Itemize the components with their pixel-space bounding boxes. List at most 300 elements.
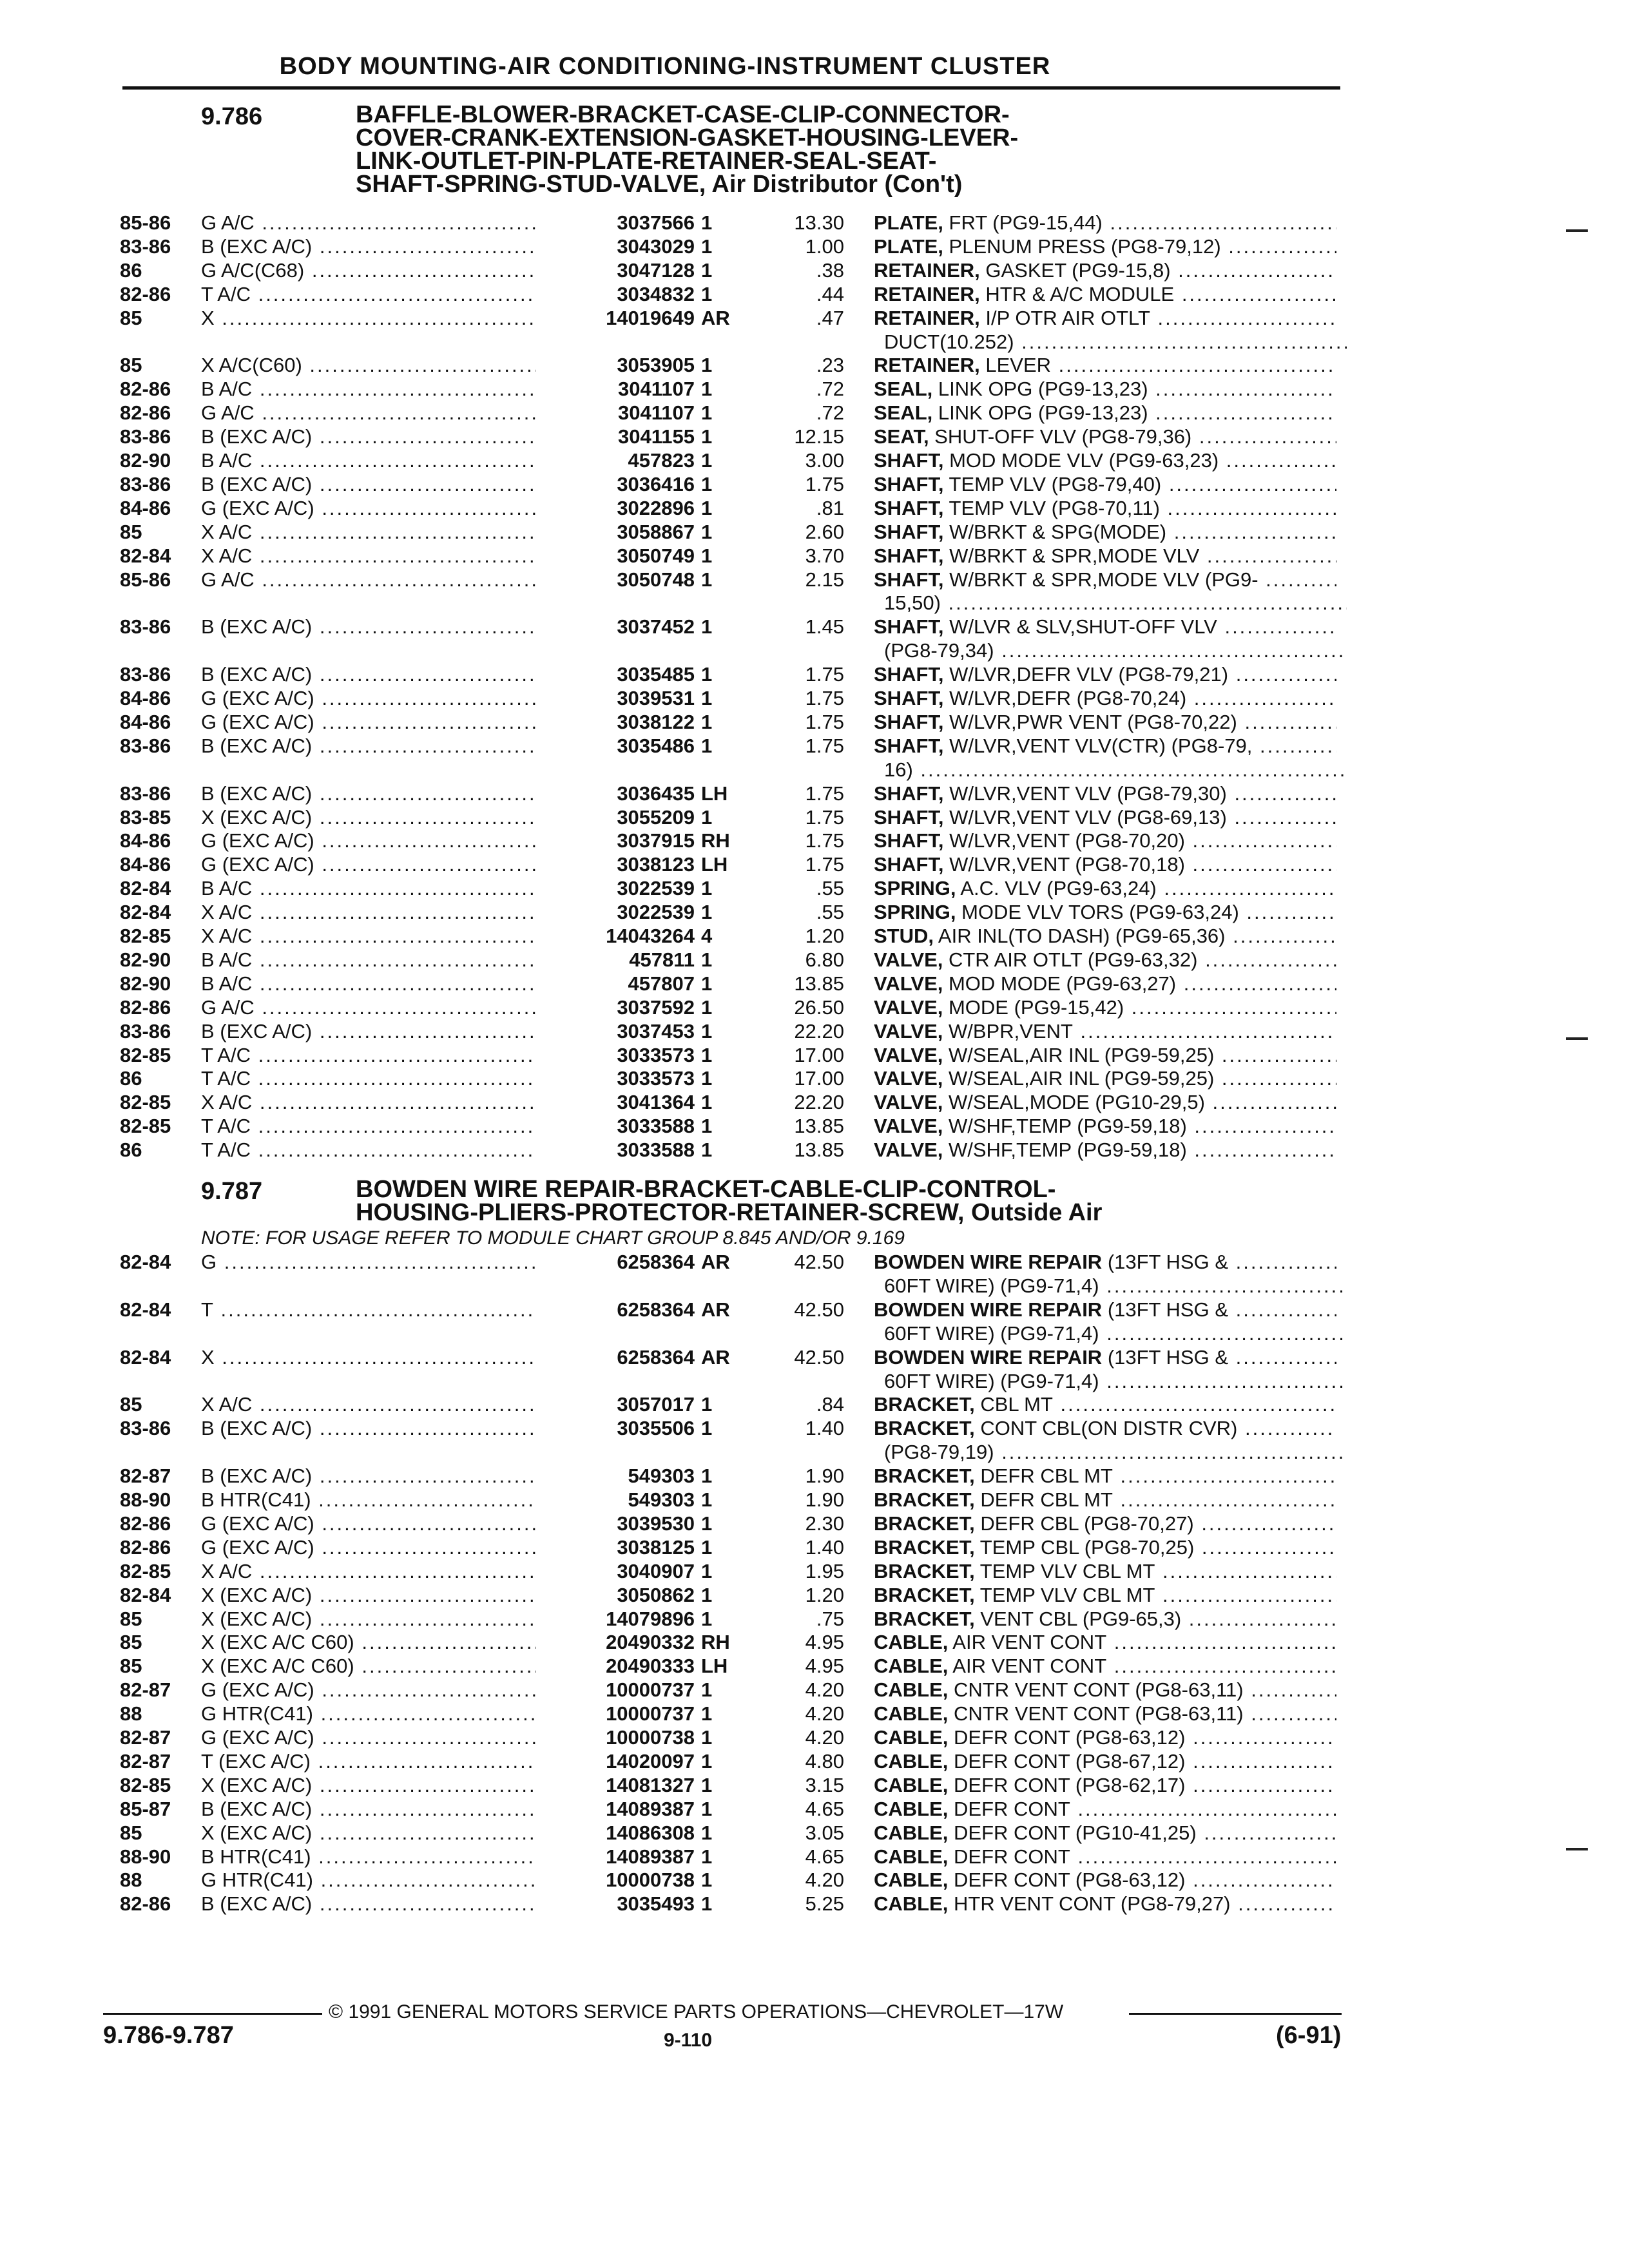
section-number-9787: 9.787 [201,1178,263,1205]
part-name: CABLE, [874,1797,949,1820]
price: 13.85 [794,972,844,995]
part-name: SHAFT, [874,782,944,805]
part-detail: (13FT HSG & [1102,1251,1229,1273]
section-heading-suffix: Air Distributor (Con't) [706,171,963,198]
application: X ..... [201,1345,536,1369]
model-years: 83-86 [120,663,171,686]
part-name: CABLE, [874,1773,949,1796]
part-name: BRACKET, [874,1535,975,1559]
model-years: 82-84 [120,877,171,900]
parts-row [0,1250,1629,1274]
price: 1.45 [805,615,844,639]
part-name: CABLE, [874,1702,949,1725]
application: T A/C ..... [201,1043,536,1067]
model-years: 82-87 [120,1678,171,1702]
parts-row-continuation [0,639,1629,662]
parts-row [0,1868,1629,1892]
application: T A/C ..... [201,1138,536,1162]
part-description [874,496,1336,520]
model-years: 85 [120,1393,142,1416]
parts-row [0,1488,1629,1512]
part-number: 3050862 [536,1583,695,1607]
part-number: 3022539 [536,900,695,924]
parts-row [0,401,1629,425]
part-detail: 60FT WIRE) (PG9-71,4) [884,1369,1099,1392]
quantity: 1 [701,1797,713,1820]
quantity: 1 [701,496,713,519]
quantity: 1 [701,805,713,829]
part-number: 3035485 [536,662,695,686]
part-number: 14043264 [536,924,695,948]
part-description [874,1654,1336,1678]
price: 5.25 [805,1892,844,1916]
part-name: CABLE, [874,1678,949,1702]
quantity: 1 [701,568,713,591]
model-years: 83-86 [120,782,171,805]
section-heading-last: HOUSING-PLIERS-PROTECTOR-RETAINER-SCREW, [356,1199,965,1226]
part-description [874,1345,1336,1369]
model-years: 82-84 [120,1298,171,1321]
price: 1.75 [805,782,844,805]
part-name: VALVE, [874,948,943,971]
price: 4.80 [805,1749,844,1773]
parts-row [0,1298,1629,1321]
part-description [874,353,1336,377]
parts-row [0,710,1629,734]
part-detail: SHUT-OFF VLV (PG8-79,36) [929,425,1192,448]
price: 1.90 [805,1465,844,1488]
part-name: CABLE, [874,1749,949,1773]
model-years: 82-84 [120,1345,171,1369]
part-name: BRACKET, [874,1465,975,1488]
part-name: BOWDEN WIRE REPAIR [874,1298,1103,1321]
part-name: CABLE, [874,1821,949,1844]
part-number: 10000737 [536,1702,695,1725]
application: X A/C ..... [201,924,536,948]
part-number: 457823 [536,448,695,472]
price: 3.05 [805,1821,844,1844]
part-number: 3034832 [536,282,695,306]
price: .72 [816,378,844,401]
part-number: 3037915 [536,829,695,852]
quantity: RH [701,1631,730,1654]
model-years: 82-84 [120,901,171,924]
part-description [874,1250,1336,1274]
part-description [874,1488,1336,1512]
application: G A/C ..... [201,568,536,591]
model-years: 82-85 [120,1773,171,1796]
part-detail: CONT CBL(ON DISTR CVR) [974,1417,1238,1440]
model-years: 82-90 [120,948,171,971]
model-years: 85-87 [120,1797,171,1820]
part-number: 14079896 [536,1607,695,1631]
part-number: 3037566 [536,211,695,235]
part-description [874,1535,1336,1559]
part-number: 3033573 [536,1066,695,1090]
part-description [874,1749,1336,1773]
application: G A/C(C68) ..... [201,258,536,282]
parts-row [0,900,1629,924]
part-detail: W/BRKT & SPR,MODE VLV (PG9- [943,568,1258,591]
application: X (EXC A/C) ..... [201,1607,536,1631]
part-detail: W/SHF,TEMP (PG9-59,18) [943,1139,1187,1162]
parts-row [0,852,1629,876]
parts-row [0,1892,1629,1916]
part-detail: HTR VENT CONT (PG8-79,27) [948,1892,1231,1916]
application: G A/C ..... [201,995,536,1019]
quantity: AR [701,306,730,329]
part-description [874,1138,1336,1162]
application: G A/C ..... [201,211,536,235]
footer-rule-right [1129,2013,1342,2015]
application: X A/C ..... [201,1090,536,1114]
price: 4.65 [805,1845,844,1868]
part-name: PLATE, [874,211,943,234]
parts-row-continuation [0,1274,1629,1298]
application: X A/C ..... [201,520,536,544]
application: G A/C ..... [201,401,536,425]
part-detail: DEFR CBL (PG8-70,27) [974,1512,1194,1535]
part-detail: TEMP VLV (PG8-79,40) [943,472,1162,495]
part-number: 549303 [536,1488,695,1512]
part-number: 3035506 [536,1416,695,1440]
price: 26.50 [794,995,844,1019]
section-heading-suffix: Outside Air [964,1199,1103,1226]
price: .47 [816,306,844,329]
quantity: 1 [701,1465,713,1488]
price: 1.90 [805,1488,844,1511]
price: 13.30 [794,211,844,234]
quantity: 1 [701,1869,713,1892]
price: 1.40 [805,1417,844,1440]
part-description [874,1892,1336,1916]
part-number: 3057017 [536,1392,695,1416]
part-number: 3039531 [536,686,695,710]
parts-row [0,615,1629,639]
parts-row [0,876,1629,900]
part-description [874,1725,1336,1749]
part-name: VALVE, [874,995,943,1019]
part-description [874,401,1336,425]
part-name: SEAL, [874,401,933,425]
part-name: STUD, [874,925,934,947]
part-description [874,282,1336,306]
part-description [874,1114,1336,1138]
part-description [874,1019,1336,1043]
part-number: 3038122 [536,710,695,734]
parts-row [0,1090,1629,1114]
model-years: 82-86 [120,401,171,425]
application: G (EXC A/C) ..... [201,710,536,734]
model-years: 82-85 [120,1091,171,1114]
price: 42.50 [794,1345,844,1369]
part-description [874,686,1336,710]
price: 2.30 [805,1512,844,1535]
price: .55 [816,877,844,900]
part-name: RETAINER, [874,354,980,377]
part-detail: DEFR CONT (PG8-62,17) [948,1773,1186,1796]
header-rule [122,86,1340,90]
quantity: 1 [701,1091,713,1114]
part-detail: (13FT HSG & [1102,1298,1229,1321]
parts-row [0,1845,1629,1869]
quantity: 1 [701,948,713,971]
part-detail: AIR VENT CONT [948,1631,1107,1654]
model-years: 84-86 [120,687,171,709]
price: .55 [816,901,844,924]
part-name: CABLE, [874,1845,949,1868]
section-heading-line: LINK-OUTLET-PIN-PLATE-RETAINER-SEAL-SEAT- [356,148,937,175]
price: 4.20 [805,1678,844,1702]
quantity: 1 [701,354,713,377]
part-description [874,1583,1336,1607]
part-detail: MOD MODE (PG9-63,27) [943,972,1177,995]
application: X A/C ..... [201,1559,536,1583]
part-name: SEAT, [874,425,929,448]
parts-row [0,1654,1629,1678]
part-number: 10000738 [536,1868,695,1892]
part-name: SHAFT, [874,449,944,472]
model-years: 85 [120,1821,142,1844]
part-detail: DEFR CONT (PG8-63,12) [948,1726,1186,1749]
parts-row-continuation [0,1321,1629,1345]
price: 17.00 [794,1043,844,1066]
parts-row [0,377,1629,401]
model-years: 83-86 [120,1019,171,1043]
part-number: 3041107 [536,401,695,425]
parts-row [0,1607,1629,1631]
part-number: 3033588 [536,1138,695,1162]
part-description [874,544,1336,568]
model-years: 85 [120,1631,142,1654]
part-description [874,1392,1336,1416]
part-detail: 15,50) [884,591,941,615]
application: B (EXC A/C) ..... [201,425,536,448]
part-detail: DEFR CBL MT [974,1465,1113,1488]
part-detail: AIR INL(TO DASH) (PG9-65,36) [934,925,1226,947]
part-description [884,1369,1347,1393]
parts-row [0,472,1629,496]
quantity: 1 [701,1773,713,1796]
part-detail: 16) [884,758,913,781]
price: 1.75 [805,687,844,709]
model-years: 86 [120,1067,142,1090]
application: B HTR(C41) ..... [201,1845,536,1869]
part-description [874,805,1336,829]
part-number: 3058867 [536,520,695,544]
parts-row-continuation [0,1440,1629,1464]
part-number: 3035486 [536,734,695,758]
parts-row [0,995,1629,1019]
parts-row [0,448,1629,472]
section-heading-line [356,173,1335,196]
part-number: 10000737 [536,1678,695,1702]
parts-row [0,1066,1629,1090]
parts-row [0,496,1629,520]
parts-row [0,1019,1629,1043]
parts-row [0,425,1629,448]
application: G (EXC A/C) ..... [201,1535,536,1559]
application: X (EXC A/C C60) ..... [201,1654,536,1678]
price: 1.75 [805,472,844,495]
application: B (EXC A/C) ..... [201,615,536,639]
parts-row [0,1630,1629,1654]
part-description [884,1274,1347,1298]
price: 6.80 [805,948,844,971]
part-number: 3038125 [536,1535,695,1559]
parts-row [0,568,1629,591]
part-number: 3022896 [536,496,695,520]
application: X A/C ..... [201,900,536,924]
section-heading-9786 [356,103,1335,196]
parts-row [0,353,1629,377]
part-detail: LINK OPG (PG9-13,23) [932,378,1148,401]
part-name: SHAFT, [874,829,944,852]
part-description [884,591,1347,615]
part-detail: W/SHF,TEMP (PG9-59,18) [943,1115,1187,1138]
part-detail: TEMP CBL (PG8-70,25) [974,1535,1195,1559]
application: G (EXC A/C) ..... [201,1678,536,1702]
quantity: 1 [701,615,713,639]
part-detail: W/LVR,VENT VLV (PG8-69,13) [943,805,1227,829]
part-name: BRACKET, [874,1559,975,1582]
part-detail: I/P OTR AIR OTLT [979,306,1150,329]
parts-row [0,686,1629,710]
part-name: CABLE, [874,1726,949,1749]
model-years: 82-87 [120,1749,171,1773]
parts-row [0,972,1629,995]
price: 3.15 [805,1773,844,1796]
price: 13.85 [794,1139,844,1162]
quantity: 1 [701,1583,713,1606]
part-name: BOWDEN WIRE REPAIR [874,1251,1103,1273]
parts-row [0,1345,1629,1369]
part-number: 457811 [536,948,695,972]
quantity: 1 [701,1512,713,1535]
application: B (EXC A/C) ..... [201,734,536,758]
application: X A/C ..... [201,544,536,568]
page-header-title: BODY MOUNTING-AIR CONDITIONING-INSTRUMENT CLUSTER [279,53,1051,80]
price: 1.40 [805,1535,844,1559]
parts-row [0,1043,1629,1067]
part-name: SHAFT, [874,687,944,709]
part-detail: TEMP VLV (PG8-70,11) [943,496,1160,519]
quantity: 1 [701,211,713,234]
application: B A/C ..... [201,448,536,472]
part-number: 3036416 [536,472,695,496]
application: B (EXC A/C) ..... [201,472,536,496]
part-detail: CTR AIR OTLT (PG9-63,32) [943,948,1198,971]
part-number: 6258364 [536,1345,695,1369]
parts-row [0,734,1629,758]
model-years: 82-87 [120,1465,171,1488]
part-detail: GASKET (PG9-15,8) [979,258,1171,282]
section-heading-line: BOWDEN WIRE REPAIR-BRACKET-CABLE-CLIP-CONTROL- [356,1176,1056,1203]
part-description [874,615,1336,639]
usage-note: NOTE: FOR USAGE REFER TO MODULE CHART GROUP 8.845 AND/OR 9.169 [201,1227,905,1249]
part-detail: W/LVR,VENT (PG8-70,18) [943,853,1185,876]
section-heading-9787 [356,1178,1335,1224]
part-detail: FRT (PG9-15,44) [943,211,1103,234]
quantity: 1 [701,1845,713,1868]
price: .44 [816,282,844,305]
section-number-9786: 9.786 [201,103,263,130]
price: 1.75 [805,663,844,686]
application: G HTR(C41) ..... [201,1868,536,1892]
footer-copyright: © 1991 GENERAL MOTORS SERVICE PARTS OPERATIONS—CHEVROLET—17W [329,2001,1064,2023]
part-number: 3038123 [536,852,695,876]
application: B A/C ..... [201,876,536,900]
parts-row [0,1512,1629,1535]
part-name: BRACKET, [874,1393,975,1416]
part-number: 6258364 [536,1298,695,1321]
part-detail: HTR & A/C MODULE [979,282,1175,305]
part-name: CABLE, [874,1631,949,1654]
part-name: PLATE, [874,235,943,258]
price: 13.85 [794,1115,844,1138]
price: 4.20 [805,1869,844,1892]
part-name: CABLE, [874,1892,949,1916]
part-name: RETAINER, [874,306,980,329]
quantity: 1 [701,425,713,448]
parts-row [0,924,1629,948]
part-name: SHAFT, [874,568,944,591]
part-name: VALVE, [874,1091,943,1114]
part-number: 14081327 [536,1773,695,1797]
model-years: 82-86 [120,995,171,1019]
application: X ..... [201,306,536,330]
quantity: 1 [701,401,713,425]
application: T A/C ..... [201,282,536,306]
price: 1.75 [805,853,844,876]
quantity: 1 [701,258,713,282]
part-description [884,330,1347,354]
application: X (EXC A/C) ..... [201,1583,536,1607]
application: G (EXC A/C) ..... [201,686,536,710]
parts-row [0,1138,1629,1162]
part-description [874,235,1336,258]
part-name: VALVE, [874,1067,943,1090]
price: 1.95 [805,1559,844,1582]
parts-row [0,1749,1629,1773]
application: G (EXC A/C) ..... [201,852,536,876]
part-number: 3036435 [536,782,695,805]
part-number: 549303 [536,1464,695,1488]
parts-row-continuation [0,330,1629,354]
part-detail: W/LVR,VENT VLV(CTR) (PG8-79, [943,734,1253,757]
part-number: 3033588 [536,1114,695,1138]
quantity: AR [701,1298,730,1321]
part-detail: W/BRKT & SPG(MODE) [943,520,1167,543]
part-description [874,472,1336,496]
price: .81 [816,496,844,519]
model-years: 84-86 [120,710,171,733]
model-years: 88-90 [120,1845,171,1868]
price: 1.20 [805,1583,844,1606]
model-years: 83-86 [120,425,171,448]
part-description [874,1702,1336,1725]
price: .72 [816,401,844,425]
parts-row [0,1392,1629,1416]
part-number: 14089387 [536,1845,695,1869]
part-name: VALVE, [874,1019,943,1043]
part-number: 14019649 [536,306,695,330]
model-years: 85 [120,1607,142,1630]
quantity: 1 [701,710,713,733]
application: X A/C(C60) ..... [201,353,536,377]
part-number: 20490333 [536,1654,695,1678]
part-name: RETAINER, [874,282,980,305]
